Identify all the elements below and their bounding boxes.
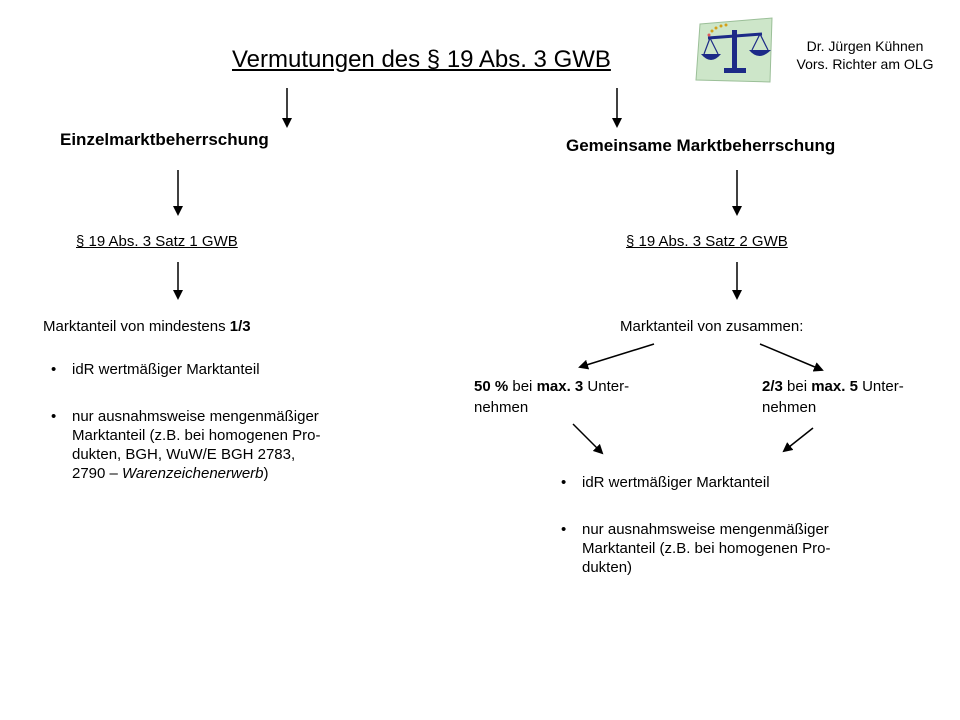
option-a-line-2: nehmen bbox=[474, 399, 529, 416]
left-bullet-1-text: idR wertmäßiger Marktanteil bbox=[72, 361, 260, 378]
right-bullet-2-line-3: dukten) bbox=[582, 559, 633, 576]
option-a-line-1: 50 % bei max. 3 Unter- bbox=[474, 378, 630, 395]
bullet-icon: • bbox=[561, 521, 567, 538]
right-market-share: Marktanteil von zusammen: bbox=[620, 318, 804, 335]
left-bullet-2-line-1: nur ausnahmsweise mengenmäßiger bbox=[72, 408, 319, 425]
right-statute: § 19 Abs. 3 Satz 2 GWB bbox=[626, 233, 788, 250]
author-role: Vors. Richter am OLG bbox=[796, 56, 934, 72]
arrow-share-to-option-b bbox=[760, 344, 822, 370]
arrow-share-to-option-a bbox=[580, 344, 654, 367]
author-name: Dr. Jürgen Kühnen bbox=[806, 38, 924, 54]
right-bullet-2-line-1: nur ausnahmsweise mengenmäßiger bbox=[582, 521, 829, 538]
right-bullet-2-line-2: Marktanteil (z.B. bei homogenen Pro- bbox=[582, 540, 831, 557]
bullet-icon: • bbox=[561, 474, 567, 491]
bullet-icon: • bbox=[51, 361, 57, 378]
left-market-share bbox=[43, 317, 251, 336]
left-bullet-2-line-3: dukten, BGH, WuW/E BGH 2783, bbox=[72, 446, 296, 463]
left-bullet-2-line-2: Marktanteil (z.B. bei homogenen Pro- bbox=[72, 427, 321, 444]
bullet-icon: • bbox=[51, 408, 57, 425]
arrow-option-a-to-bullets bbox=[573, 424, 602, 453]
left-statute: § 19 Abs. 3 Satz 1 GWB bbox=[76, 233, 238, 250]
option-b-line-1: 2/3 bei max. 5 Unter- bbox=[762, 378, 904, 395]
left-share-prefix: Marktanteil von mindestens bbox=[43, 318, 230, 335]
option-b-line-2: nehmen bbox=[762, 399, 817, 416]
scales-of-justice-icon bbox=[694, 14, 776, 86]
left-heading: Einzelmarktbeherrschung bbox=[60, 130, 269, 149]
arrow-option-b-to-bullets bbox=[784, 428, 813, 451]
page-title: Vermutungen des § 19 Abs. 3 GWB bbox=[232, 46, 611, 73]
right-heading: Gemeinsame Marktbeherrschung bbox=[566, 136, 836, 155]
left-share-value: 1/3 bbox=[229, 318, 251, 335]
option-five-companies bbox=[762, 376, 904, 418]
left-bullet-2-line-4: 2790 – Warenzeichenerwerb) bbox=[72, 465, 269, 482]
right-bullet-1-text: idR wertmäßiger Marktanteil bbox=[582, 474, 770, 491]
option-three-companies bbox=[474, 376, 629, 418]
